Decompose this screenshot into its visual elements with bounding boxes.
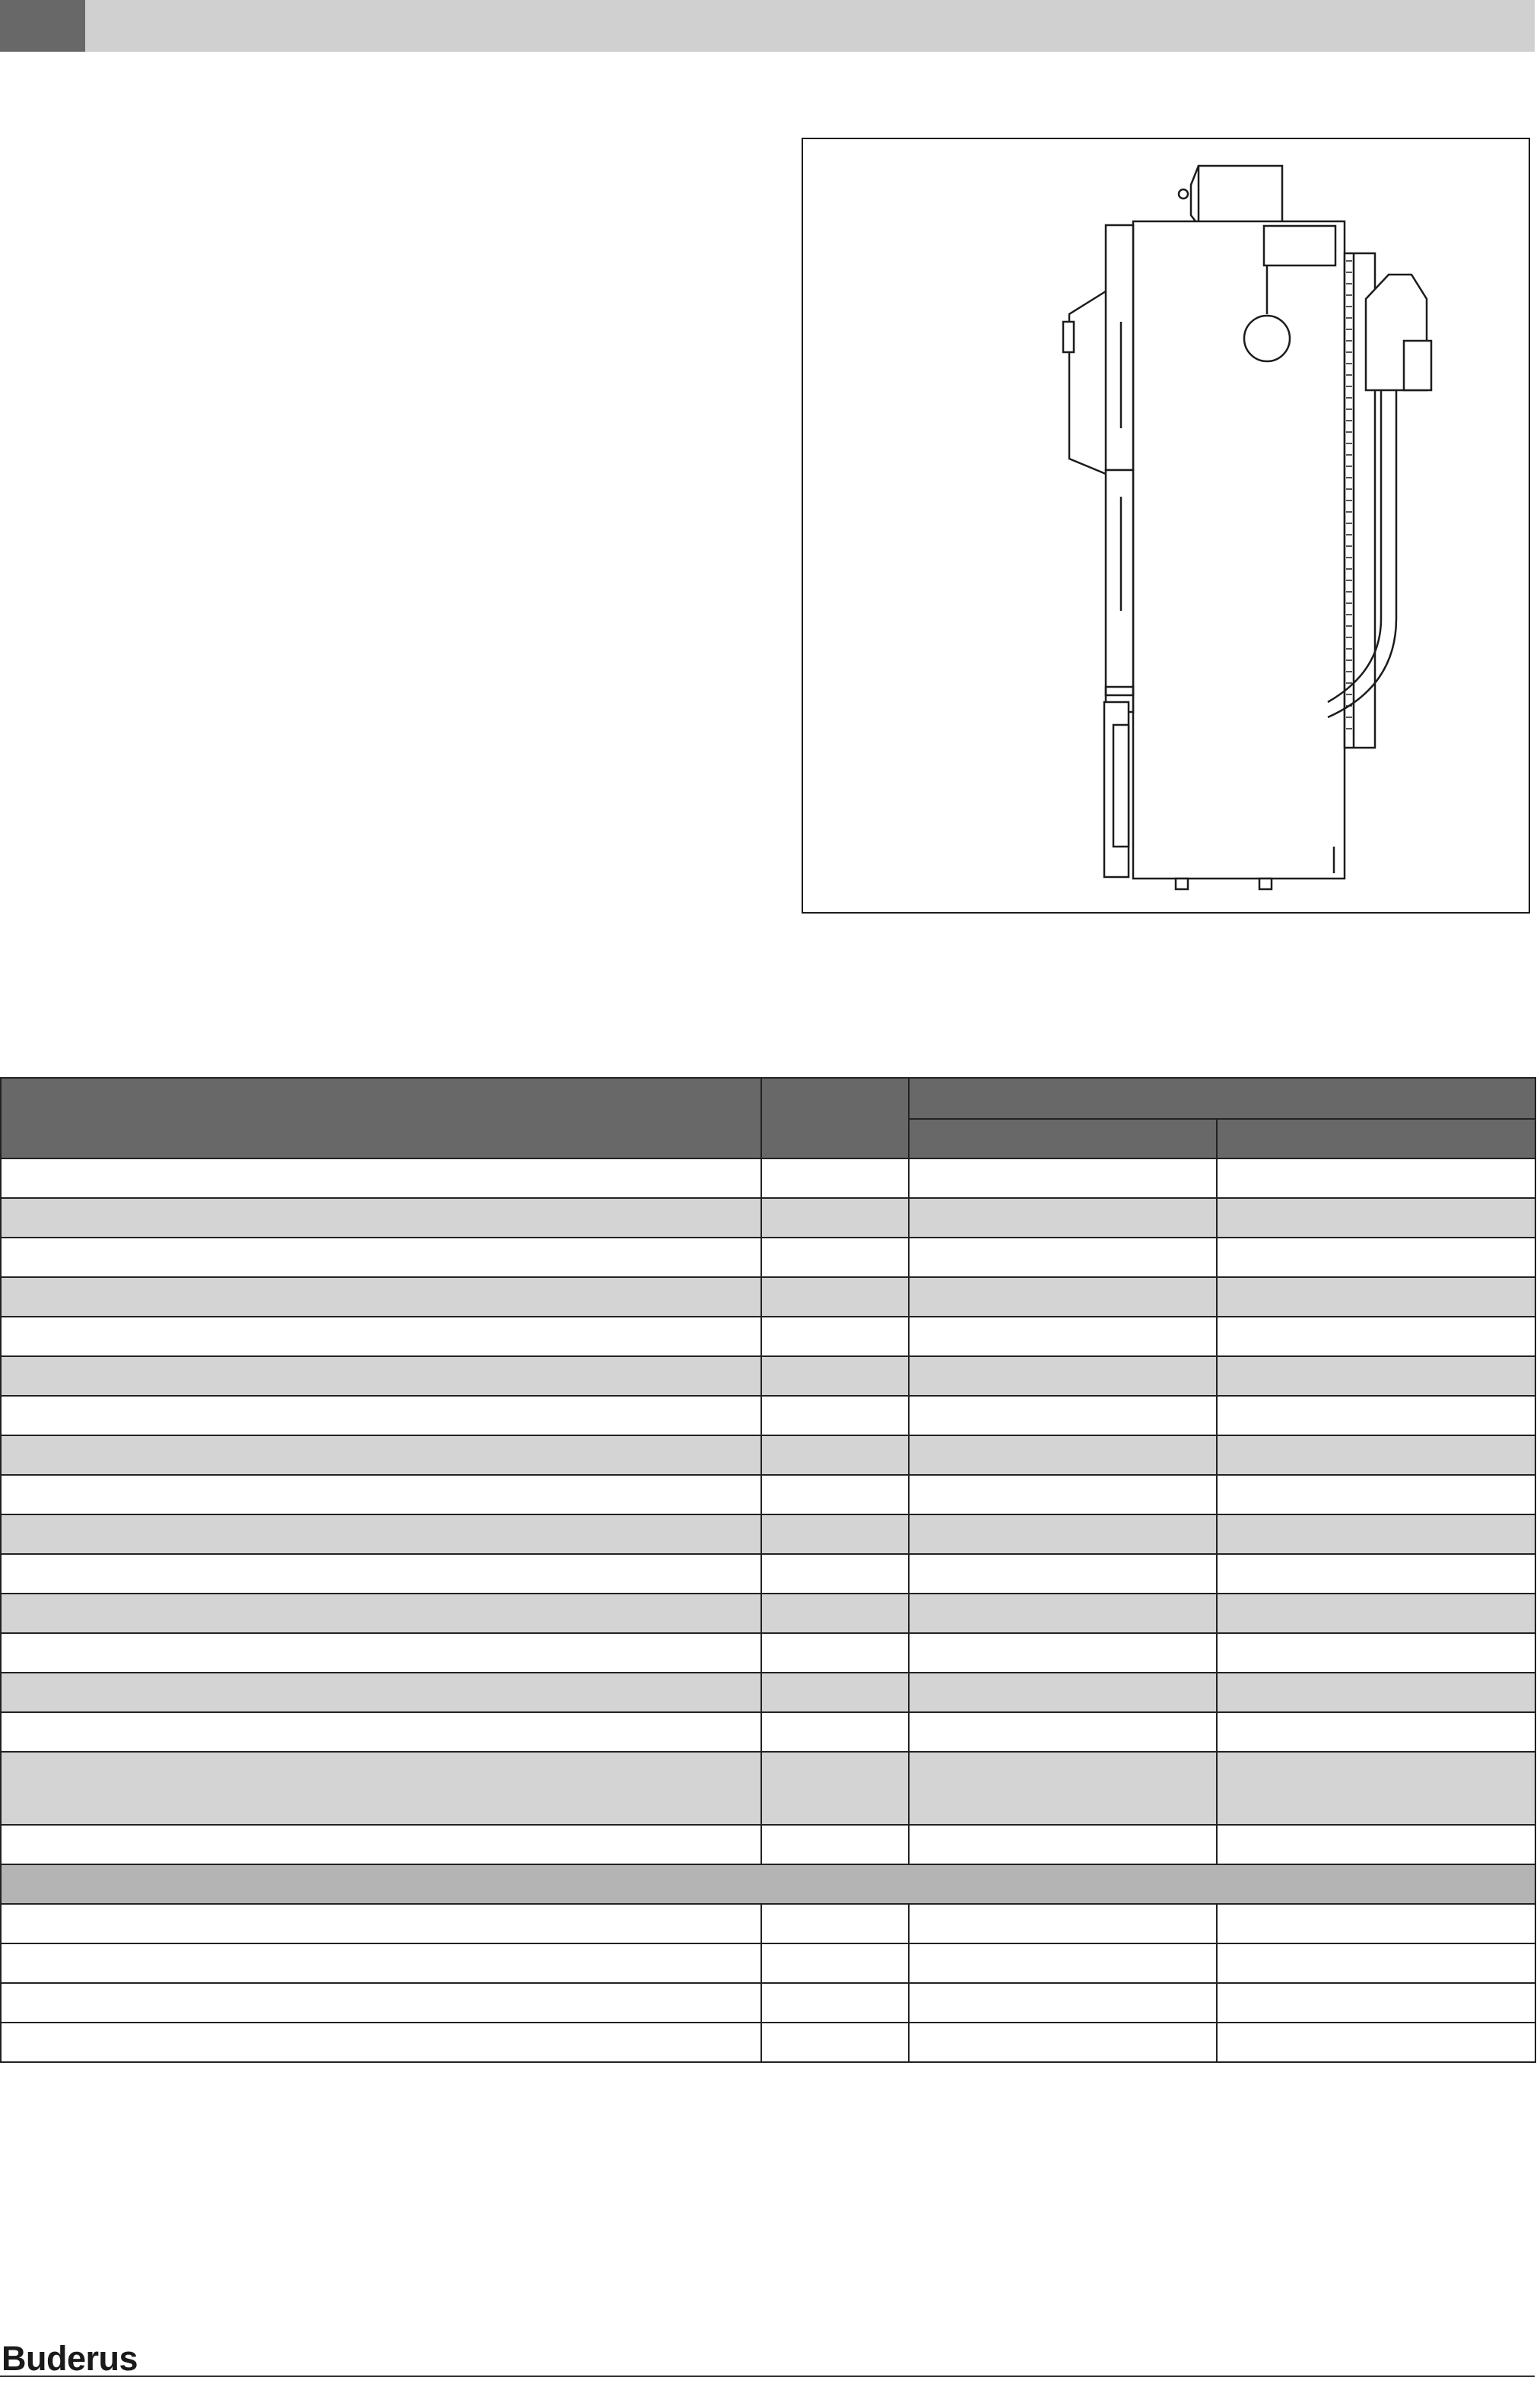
table-cell	[1217, 1554, 1535, 1594]
table-cell	[909, 1943, 1217, 1983]
table-row	[1, 1396, 1535, 1435]
table-cell	[909, 1317, 1217, 1356]
table-cell	[1, 2023, 761, 2062]
table-cell	[1, 1673, 761, 1712]
table-row	[1, 2023, 1535, 2062]
table-cell	[761, 1317, 909, 1356]
table-row	[1, 1594, 1535, 1633]
table-cell	[909, 1475, 1217, 1514]
table-cell	[1, 1435, 761, 1475]
spec-table-body	[1, 1158, 1535, 2062]
table-cell	[1, 1825, 761, 1864]
table-cell	[909, 1904, 1217, 1943]
table-cell	[1217, 2023, 1535, 2062]
table-cell	[761, 1752, 909, 1825]
table-row	[1, 1825, 1535, 1864]
table-row	[1, 1904, 1535, 1943]
table-row	[1, 1198, 1535, 1238]
table-cell	[761, 1904, 909, 1943]
table-cell	[1217, 1904, 1535, 1943]
spec-table	[0, 1077, 1536, 2063]
table-row	[1, 1752, 1535, 1825]
section-row	[1, 1864, 1535, 1904]
table-cell	[761, 1673, 909, 1712]
table-cell	[1217, 1435, 1535, 1475]
table-cell	[909, 1633, 1217, 1673]
table-cell	[761, 1943, 909, 1983]
footer-rule	[0, 2376, 1535, 2377]
table-cell	[1, 1198, 761, 1238]
table-cell	[1217, 1752, 1535, 1825]
table-header-col-a	[909, 1119, 1217, 1158]
table-cell	[1217, 1198, 1535, 1238]
table-row	[1, 1317, 1535, 1356]
table-header-unit	[761, 1078, 909, 1158]
table-cell	[1, 1983, 761, 2023]
table-cell	[761, 1356, 909, 1396]
table-cell	[1217, 1356, 1535, 1396]
table-cell	[909, 1158, 1217, 1198]
table-header-col-b	[1217, 1119, 1535, 1158]
table-row	[1, 1712, 1535, 1752]
table-cell	[1217, 1277, 1535, 1317]
table-cell	[761, 2023, 909, 2062]
table-header-parameter	[1, 1078, 761, 1158]
table-cell	[1217, 1238, 1535, 1277]
table-cell	[1217, 1396, 1535, 1435]
table-row	[1, 1475, 1535, 1514]
table-cell	[761, 1825, 909, 1864]
boiler-figure	[802, 138, 1530, 914]
table-cell	[761, 1435, 909, 1475]
table-row	[1, 1943, 1535, 1983]
table-cell	[1, 1712, 761, 1752]
table-cell	[1217, 1514, 1535, 1554]
table-cell	[761, 1712, 909, 1752]
table-row	[1, 1238, 1535, 1277]
table-cell	[761, 1633, 909, 1673]
table-cell	[1217, 1475, 1535, 1514]
table-cell	[909, 1396, 1217, 1435]
table-cell	[1217, 1673, 1535, 1712]
table-cell	[909, 1238, 1217, 1277]
table-cell	[1217, 1158, 1535, 1198]
table-row	[1, 1435, 1535, 1475]
table-cell	[909, 1825, 1217, 1864]
table-cell	[909, 1356, 1217, 1396]
table-header-group	[909, 1078, 1535, 1119]
table-row	[1, 1554, 1535, 1594]
table-row	[1, 1158, 1535, 1198]
table-cell	[909, 1277, 1217, 1317]
table-cell	[761, 1983, 909, 2023]
table-cell	[909, 1752, 1217, 1825]
table-cell	[1, 1752, 761, 1825]
table-cell	[909, 1514, 1217, 1554]
table-cell	[909, 1554, 1217, 1594]
table-cell	[1217, 1943, 1535, 1983]
table-cell	[1217, 1594, 1535, 1633]
table-cell	[1, 1514, 761, 1554]
table-cell	[1217, 1825, 1535, 1864]
table-cell	[909, 1673, 1217, 1712]
table-cell	[761, 1238, 909, 1277]
table-cell	[1, 1904, 761, 1943]
table-row	[1, 1633, 1535, 1673]
table-row	[1, 1673, 1535, 1712]
table-cell	[909, 1198, 1217, 1238]
table-cell	[1, 1356, 761, 1396]
table-cell	[761, 1475, 909, 1514]
table-cell	[909, 1983, 1217, 2023]
table-cell	[761, 1514, 909, 1554]
table-cell	[909, 1712, 1217, 1752]
table-cell	[1, 1633, 761, 1673]
table-cell	[761, 1554, 909, 1594]
table-cell	[1, 1475, 761, 1514]
table-cell	[909, 1435, 1217, 1475]
table-cell	[761, 1277, 909, 1317]
table-row	[1, 1277, 1535, 1317]
table-cell	[1, 1158, 761, 1198]
table-cell	[761, 1198, 909, 1238]
table-cell	[761, 1594, 909, 1633]
table-cell	[1217, 1633, 1535, 1673]
table-cell	[761, 1396, 909, 1435]
table-cell	[1217, 1712, 1535, 1752]
brand-logo: Buderus	[2, 2339, 138, 2378]
table-cell	[1, 1943, 761, 1983]
table-row	[1, 1983, 1535, 2023]
table-cell	[1, 1554, 761, 1594]
section-cell	[1, 1864, 1535, 1904]
table-cell	[1, 1396, 761, 1435]
table-cell	[761, 1158, 909, 1198]
table-cell	[909, 2023, 1217, 2062]
table-cell	[909, 1594, 1217, 1633]
boiler-side-view-drawing	[803, 139, 1532, 915]
header-bar	[85, 0, 1535, 52]
table-row	[1, 1514, 1535, 1554]
table-row	[1, 1356, 1535, 1396]
header-tab	[0, 0, 85, 52]
table-cell	[1217, 1983, 1535, 2023]
table-cell	[1, 1594, 761, 1633]
table-cell	[1217, 1317, 1535, 1356]
table-cell	[1, 1238, 761, 1277]
table-cell	[1, 1277, 761, 1317]
table-cell	[1, 1317, 761, 1356]
